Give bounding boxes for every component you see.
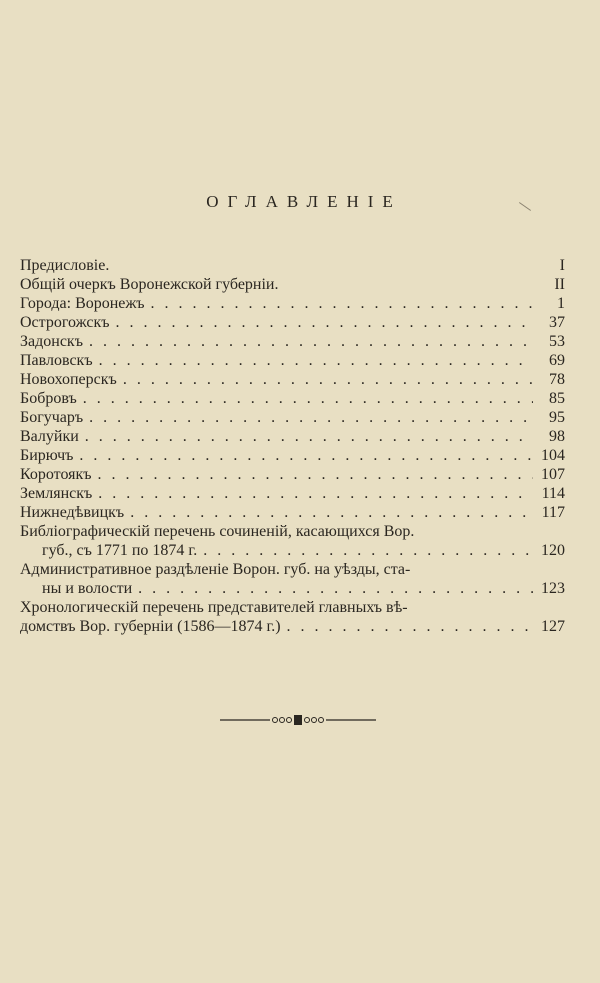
entry-page: 107 [541,466,565,483]
entry-page: 127 [541,618,565,635]
toc-entry [20,275,565,294]
entry-label-line1: Административное раздѣленіе Ворон. губ. на уѣзды, ста- [20,561,411,578]
entry-label-line1: Хронологическій перечень представителей главныхъ вѣ- [20,599,408,616]
entry-page: 37 [549,314,565,331]
dot-leader [79,446,533,465]
entry-label: Города: Воронежъ [20,295,145,312]
dot-leader [98,465,533,484]
entry-page: 1 [557,295,565,312]
dot-leader [203,541,533,560]
toc-entry [20,256,565,275]
toc-entry [20,503,565,522]
dot-leader [116,313,533,332]
entry-page: 69 [549,352,565,369]
dot-leader [287,617,533,636]
entry-label-line2: ны и волости [42,580,133,597]
toc-entry [20,427,565,446]
entry-label: Бобровъ [20,390,77,407]
toc-entry-multiline [20,560,565,598]
entry-label-line2: домствъ Вор. губерніи (1586—1874 г.) [20,618,281,635]
entry-label: Новохоперскъ [20,371,117,388]
entry-label: Острогожскъ [20,314,110,331]
toc-entry [20,313,565,332]
entry-page: 78 [549,371,565,388]
entry-label: Павловскъ [20,352,93,369]
toc-entry [20,351,565,370]
entry-label: Коротоякъ [20,466,92,483]
dot-leader [85,427,533,446]
entry-label: Задонскъ [20,333,83,350]
dot-leader [123,370,533,389]
entry-page: 120 [541,542,565,559]
entry-page: 85 [549,390,565,407]
entry-page: 95 [549,409,565,426]
entry-page: 98 [549,428,565,445]
toc-entry [20,332,565,351]
dot-leader [89,408,533,427]
toc-entry [20,370,565,389]
toc-entry [20,465,565,484]
toc-entry-multiline [20,598,565,636]
entry-page: 53 [549,333,565,350]
entry-label: Нижнедѣвицкъ [20,504,125,521]
entry-label: Богучаръ [20,409,84,426]
entry-label: Общій очеркъ Воронежской губерніи. [20,276,279,293]
entry-page: 114 [541,485,565,502]
table-of-contents [20,256,565,636]
entry-label: Предисловіе. [20,257,110,274]
entry-page: I [559,257,565,274]
entry-page: 123 [541,580,565,597]
toc-entry-multiline [20,522,565,560]
toc-entry [20,389,565,408]
dot-leader [99,351,533,370]
dot-leader [130,503,533,522]
dot-leader [89,332,533,351]
dot-leader [151,294,533,313]
toc-entry [20,408,565,427]
dot-leader [83,389,533,408]
entry-page: 117 [541,504,565,521]
toc-entry [20,294,565,313]
dot-leader [98,484,533,503]
entry-label-line1: Библіографическій перечень сочиненій, касающихся Вор. [20,523,415,540]
toc-entry [20,446,565,465]
entry-page: 104 [541,447,565,464]
dot-leader [138,579,533,598]
entry-label-line2: губ., съ 1771 по 1874 г. [42,542,198,559]
decorative-rule-icon [220,714,376,726]
toc-entry [20,484,565,503]
page-title: ОГЛАВЛЕНІЕ [206,192,402,211]
entry-label: Валуйки [20,428,79,445]
entry-page: II [554,276,565,293]
entry-label: Землянскъ [20,485,93,502]
entry-label: Бирючъ [20,447,74,464]
